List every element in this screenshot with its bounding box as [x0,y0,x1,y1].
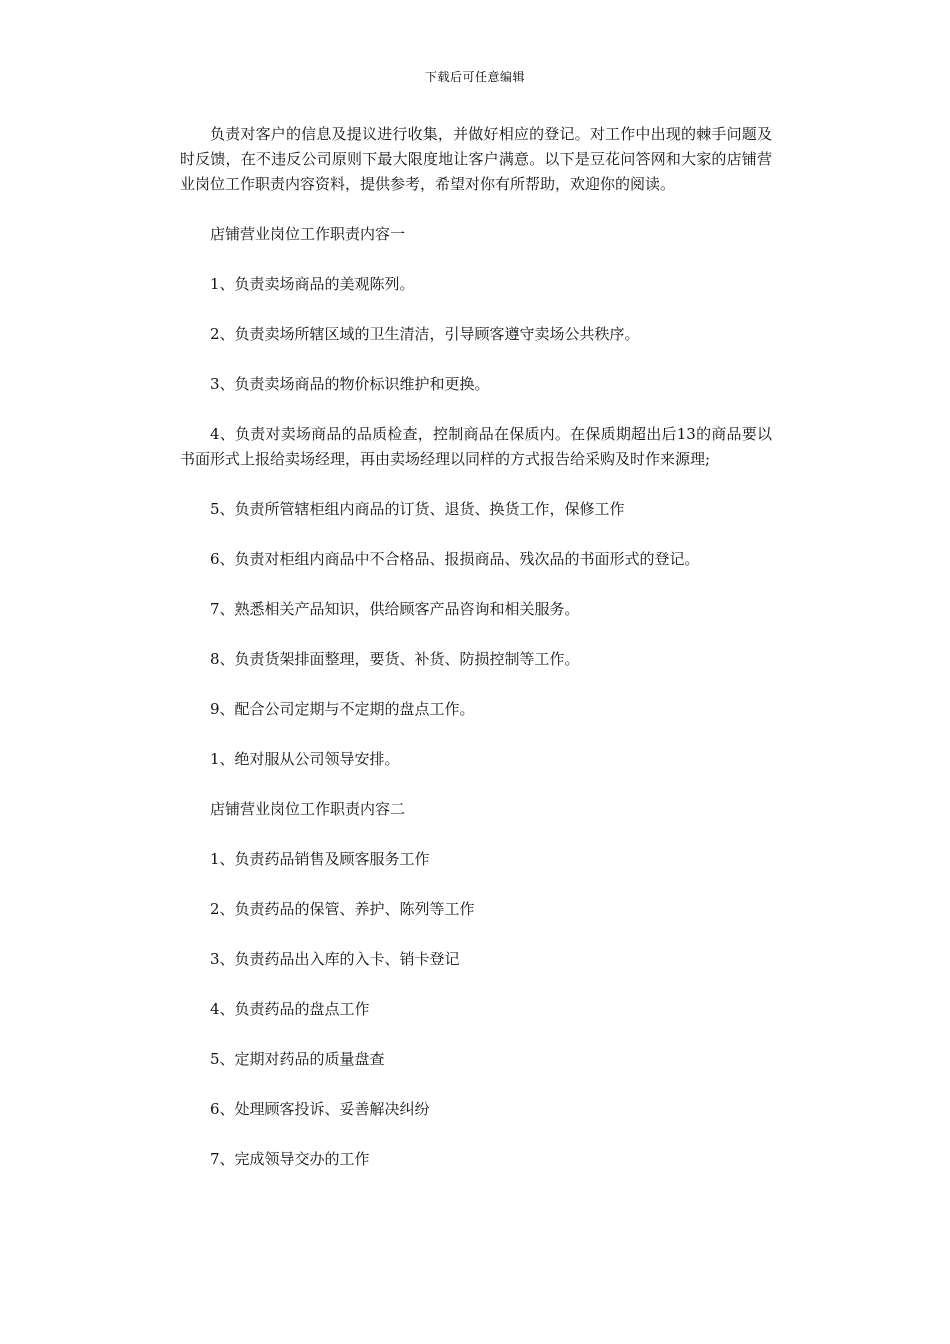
section-1-item: 7、熟悉相关产品知识，供给顾客产品咨询和相关服务。 [210,600,580,618]
section-2-item: 3、负责药品出入库的入卡、销卡登记 [210,950,460,968]
section-1-item: 3、负责卖场商品的物价标识维护和更换。 [210,375,490,393]
section-1-item: 4、负责对卖场商品的品质检查，控制商品在保质内。在保质期超出后13的商品要以书面形式上报给卖场经理，再由卖场经理以同样的方式报告给采购及时作来源理; [180,425,772,468]
section-2-item: 1、负责药品销售及顾客服务工作 [210,850,430,868]
section-1-item: 8、负责货架排面整理，要货、补货、防损控制等工作。 [210,650,580,668]
section-2-title: 店铺营业岗位工作职责内容二 [210,800,406,818]
section-2-item: 7、完成领导交办的工作 [210,1150,370,1168]
section-2-item: 4、负责药品的盘点工作 [210,1000,370,1018]
page-header: 下载后可任意编辑 [424,70,525,84]
document-body [180,122,772,1172]
section-1-item: 9、配合公司定期与不定期的盘点工作。 [210,700,475,718]
section-2-item: 2、负责药品的保管、养护、陈列等工作 [210,900,475,918]
section-2-item: 5、定期对药品的质量盘查 [210,1050,385,1068]
section-2-item: 6、处理顾客投诉、妥善解决纠纷 [210,1100,430,1118]
section-1-title: 店铺营业岗位工作职责内容一 [210,225,406,243]
intro-paragraph: 负责对客户的信息及提议进行收集，并做好相应的登记。对工作中出现的棘手问题及时反馈，在不违反公司原则下最大限度地让客户满意。以下是豆花问答网和大家的店铺营业岗位工作职责内容资料，提供参考，希望对你有所帮助，欢迎你的阅读。 [180,125,772,193]
section-1-item: 5、负责所管辖柜组内商品的订货、退货、换货工作，保修工作 [210,500,625,518]
section-1-item: 6、负责对柜组内商品中不合格品、报损商品、残次品的书面形式的登记。 [210,550,700,568]
section-1-item: 1、绝对服从公司领导安排。 [210,750,400,768]
section-1-item: 2、负责卖场所辖区域的卫生清洁，引导顾客遵守卖场公共秩序。 [210,325,640,343]
section-1-item: 1、负责卖场商品的美观陈列。 [210,275,415,293]
